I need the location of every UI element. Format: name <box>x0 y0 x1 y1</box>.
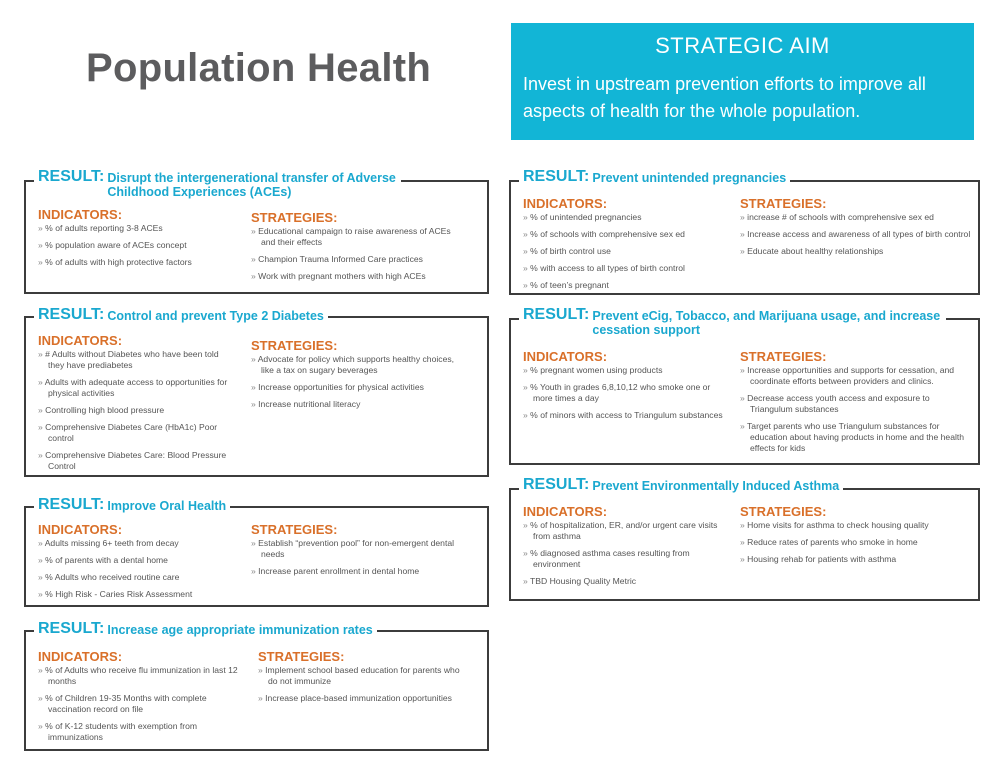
indicator-text: % of birth control use <box>530 246 611 256</box>
page-title: Population Health <box>86 46 432 90</box>
indicator-item <box>523 263 723 274</box>
bullet-glyph: » <box>38 422 43 432</box>
bullet-glyph: » <box>740 365 745 375</box>
bullet-glyph: » <box>251 254 256 264</box>
indicator-text: % of minors with access to Triangulum substances <box>530 410 723 420</box>
strategy-item <box>251 354 461 376</box>
indicator-text: % of adults reporting 3-8 ACEs <box>45 223 163 233</box>
strategies-list <box>251 354 461 416</box>
bullet-glyph: » <box>38 721 43 731</box>
strategic-aim-text: Invest in upstream prevention efforts to improve all aspects of health for the whole population. <box>523 74 926 121</box>
indicator-item <box>523 365 723 376</box>
strategies-list <box>251 538 461 583</box>
strategy-text: Increase access and awareness of all types of birth control <box>747 229 971 239</box>
bullet-glyph: » <box>740 537 745 547</box>
indicator-item <box>38 572 233 583</box>
result-title: Control and prevent Type 2 Diabetes <box>107 309 324 323</box>
result-box <box>24 620 489 751</box>
bullet-glyph: » <box>251 354 256 364</box>
indicators-list <box>38 538 233 606</box>
result-box <box>509 168 980 295</box>
bullet-glyph: » <box>38 555 43 565</box>
indicator-text: % Adults who received routine care <box>45 572 180 582</box>
strategy-item <box>740 229 980 240</box>
strategy-text: Increase parent enrollment in dental home <box>258 566 420 576</box>
result-title: Increase age appropriate immunization rates <box>107 623 373 637</box>
bullet-glyph: » <box>258 693 263 703</box>
strategy-item <box>258 693 468 704</box>
strategies-list <box>740 365 970 460</box>
bullet-glyph: » <box>740 229 745 239</box>
bullet-glyph: » <box>251 566 256 576</box>
result-label: RESULT: <box>38 306 105 323</box>
indicator-text: % of teen’s pregnant <box>530 280 609 290</box>
strategic-aim-title: STRATEGIC AIM <box>655 33 830 58</box>
bullet-glyph: » <box>523 520 528 530</box>
strategies-list <box>740 520 970 571</box>
indicator-item <box>38 349 233 371</box>
strategy-text: Increase opportunities and supports for cessation, and coordinate efforts between providers and clinics. <box>747 365 955 386</box>
bullet-glyph: » <box>523 365 528 375</box>
strategy-item <box>251 538 461 560</box>
strategy-item <box>740 520 970 531</box>
bullet-glyph: » <box>523 246 528 256</box>
strategy-item <box>740 246 980 257</box>
strategies-list <box>251 226 461 288</box>
bullet-glyph: » <box>251 382 256 392</box>
strategy-text: Advocate for policy which supports healthy choices, like a tax on sugary beverages <box>257 354 455 375</box>
bullet-glyph: » <box>740 421 745 431</box>
indicator-item <box>38 589 233 600</box>
result-label: RESULT: <box>523 168 590 185</box>
strategies-heading: STRATEGIES: <box>251 338 338 353</box>
indicator-text: % of unintended pregnancies <box>530 212 642 222</box>
result-heading <box>34 622 377 637</box>
strategy-item <box>251 254 461 265</box>
strategy-text: Increase place-based immunization opportunities <box>265 693 452 703</box>
result-heading <box>519 308 946 337</box>
indicator-text: % Youth in grades 6,8,10,12 who smoke one or more times a day <box>530 382 711 403</box>
strategy-text: Target parents who use Triangulum substances for education about having products in home and the health effects for kids <box>747 421 965 453</box>
bullet-glyph: » <box>740 393 745 403</box>
result-title: Prevent unintended pregnancies <box>592 171 787 185</box>
indicators-list <box>38 349 233 478</box>
strategy-item <box>740 554 970 565</box>
bullet-glyph: » <box>38 589 43 599</box>
indicator-item <box>38 450 233 472</box>
bullet-glyph: » <box>251 271 256 281</box>
indicator-text: % of K-12 students with exemption from immunizations <box>45 721 198 742</box>
bullet-glyph: » <box>38 257 43 267</box>
strategy-item <box>251 566 461 577</box>
result-title: Prevent eCig, Tobacco, and Marijuana usage, and increase cessation support <box>592 309 941 337</box>
indicator-item <box>523 229 723 240</box>
bullet-glyph: » <box>523 263 528 273</box>
result-box <box>24 168 489 294</box>
bullet-glyph: » <box>38 405 43 415</box>
indicator-text: % population aware of ACEs concept <box>45 240 187 250</box>
indicator-item <box>523 280 723 291</box>
bullet-glyph: » <box>38 665 43 675</box>
bullet-glyph: » <box>740 554 745 564</box>
indicators-list <box>38 223 233 274</box>
indicator-item <box>38 240 233 251</box>
result-label: RESULT: <box>38 168 105 185</box>
indicator-item <box>38 405 233 416</box>
bullet-glyph: » <box>38 572 43 582</box>
bullet-glyph: » <box>38 240 43 250</box>
indicators-list <box>38 665 248 749</box>
bullet-glyph: » <box>523 410 528 420</box>
indicator-text: Comprehensive Diabetes Care (HbA1c) Poor control <box>45 422 218 443</box>
bullet-glyph: » <box>523 576 528 586</box>
indicator-item <box>38 377 233 399</box>
bullet-glyph: » <box>38 538 43 548</box>
bullet-glyph: » <box>38 377 43 387</box>
indicator-item <box>523 410 723 421</box>
indicator-text: % High Risk - Caries Risk Assessment <box>45 589 193 599</box>
strategies-heading: STRATEGIES: <box>740 349 827 364</box>
bullet-glyph: » <box>740 212 745 222</box>
bullet-glyph: » <box>523 229 528 239</box>
indicator-text: % of adults with high protective factors <box>45 257 192 267</box>
strategies-heading: STRATEGIES: <box>258 649 345 664</box>
strategy-text: Establish “prevention pool” for non-emergent dental needs <box>258 538 455 559</box>
result-heading <box>34 308 328 323</box>
indicator-item <box>523 246 723 257</box>
strategy-text: increase # of schools with comprehensive sex ed <box>747 212 934 222</box>
bullet-glyph: » <box>251 538 256 548</box>
indicator-text: Adults missing 6+ teeth from decay <box>44 538 179 548</box>
strategy-text: Educational campaign to raise awareness of ACEs and their effects <box>258 226 451 247</box>
strategy-item <box>251 399 461 410</box>
strategy-text: Increase nutritional literacy <box>258 399 361 409</box>
indicators-heading: INDICATORS: <box>523 504 608 519</box>
indicators-heading: INDICATORS: <box>523 196 608 211</box>
strategy-text: Decrease access youth access and exposure to Triangulum substances <box>747 393 930 414</box>
bullet-glyph: » <box>251 399 256 409</box>
strategy-text: Reduce rates of parents who smoke in home <box>747 537 918 547</box>
bullet-glyph: » <box>740 520 745 530</box>
strategy-item <box>251 226 461 248</box>
result-box <box>24 306 489 477</box>
result-heading <box>519 478 843 493</box>
indicator-item <box>38 693 248 715</box>
indicator-item <box>523 382 723 404</box>
indicator-text: Controlling high blood pressure <box>45 405 165 415</box>
strategy-text: Housing rehab for patients with asthma <box>747 554 897 564</box>
indicator-item <box>38 538 233 549</box>
bullet-glyph: » <box>258 665 263 675</box>
result-title: Prevent Environmentally Induced Asthma <box>592 479 840 493</box>
indicator-text: Adults with adequate access to opportunities for physical activities <box>44 377 228 398</box>
result-heading <box>519 170 790 185</box>
indicator-item <box>523 548 723 570</box>
strategy-text: Educate about healthy relationships <box>747 246 884 256</box>
result-title: Improve Oral Health <box>107 499 227 513</box>
strategies-heading: STRATEGIES: <box>740 196 827 211</box>
indicators-list <box>523 365 723 427</box>
indicator-item <box>523 520 723 542</box>
bullet-glyph: » <box>523 212 528 222</box>
strategy-item <box>740 212 980 223</box>
indicators-heading: INDICATORS: <box>38 333 123 348</box>
strategy-text: Implement school based education for parents who do not immunize <box>265 665 460 686</box>
result-box <box>24 496 489 607</box>
indicator-item <box>38 665 248 687</box>
indicator-item <box>38 555 233 566</box>
indicator-text: TBD Housing Quality Metric <box>530 576 637 586</box>
strategy-item <box>251 271 461 282</box>
bullet-glyph: » <box>38 349 43 359</box>
bullet-glyph: » <box>38 450 43 460</box>
result-label: RESULT: <box>38 620 105 637</box>
strategy-item <box>740 393 970 415</box>
indicator-item <box>38 422 233 444</box>
indicator-text: % of hospitalization, ER, and/or urgent care visits from asthma <box>530 520 718 541</box>
indicator-text: % of schools with comprehensive sex ed <box>530 229 685 239</box>
bullet-glyph: » <box>740 246 745 256</box>
indicator-item <box>38 721 248 743</box>
result-label: RESULT: <box>523 306 590 323</box>
indicator-text: % of Children 19-35 Months with complete vaccination record on file <box>45 693 207 714</box>
indicators-list <box>523 212 723 297</box>
indicator-item <box>38 257 233 268</box>
strategy-item <box>251 382 461 393</box>
indicator-text: % of parents with a dental home <box>45 555 168 565</box>
indicator-item <box>523 212 723 223</box>
bullet-glyph: » <box>523 382 528 392</box>
result-box <box>509 306 980 465</box>
strategy-item <box>740 365 970 387</box>
result-title: Disrupt the intergenerational transfer of Adverse Childhood Experiences (ACEs) <box>107 171 396 199</box>
result-label: RESULT: <box>38 496 105 513</box>
strategies-list <box>258 665 468 710</box>
bullet-glyph: » <box>523 280 528 290</box>
indicators-heading: INDICATORS: <box>38 207 123 222</box>
indicators-heading: INDICATORS: <box>38 649 123 664</box>
strategy-text: Home visits for asthma to check housing quality <box>747 520 929 530</box>
bullet-glyph: » <box>251 226 256 236</box>
indicator-item <box>38 223 233 234</box>
result-label: RESULT: <box>523 476 590 493</box>
strategies-heading: STRATEGIES: <box>251 522 338 537</box>
indicator-item <box>523 576 723 587</box>
strategies-heading: STRATEGIES: <box>251 210 338 225</box>
result-heading <box>34 498 230 513</box>
indicator-text: % pregnant women using products <box>530 365 663 375</box>
strategic-aim-panel <box>511 23 974 140</box>
result-heading <box>34 170 401 199</box>
indicators-heading: INDICATORS: <box>38 522 123 537</box>
indicators-list <box>523 520 723 593</box>
indicator-text: % with access to all types of birth control <box>530 263 685 273</box>
strategy-text: Champion Trauma Informed Care practices <box>258 254 423 264</box>
strategy-text: Work with pregnant mothers with high ACEs <box>258 271 426 281</box>
bullet-glyph: » <box>38 223 43 233</box>
strategies-list <box>740 212 980 263</box>
bullet-glyph: » <box>38 693 43 703</box>
strategies-heading: STRATEGIES: <box>740 504 827 519</box>
indicator-text: Comprehensive Diabetes Care: Blood Pressure Control <box>45 450 227 471</box>
indicator-text: % of Adults who receive flu immunization in last 12 months <box>45 665 238 686</box>
strategy-item <box>740 537 970 548</box>
result-box <box>509 476 980 601</box>
indicators-heading: INDICATORS: <box>523 349 608 364</box>
strategy-text: Increase opportunities for physical activities <box>258 382 424 392</box>
indicator-text: # Adults without Diabetes who have been told they have prediabetes <box>45 349 219 370</box>
indicator-text: % diagnosed asthma cases resulting from environment <box>530 548 690 569</box>
strategy-item <box>258 665 468 687</box>
strategy-item <box>740 421 970 454</box>
bullet-glyph: » <box>523 548 528 558</box>
